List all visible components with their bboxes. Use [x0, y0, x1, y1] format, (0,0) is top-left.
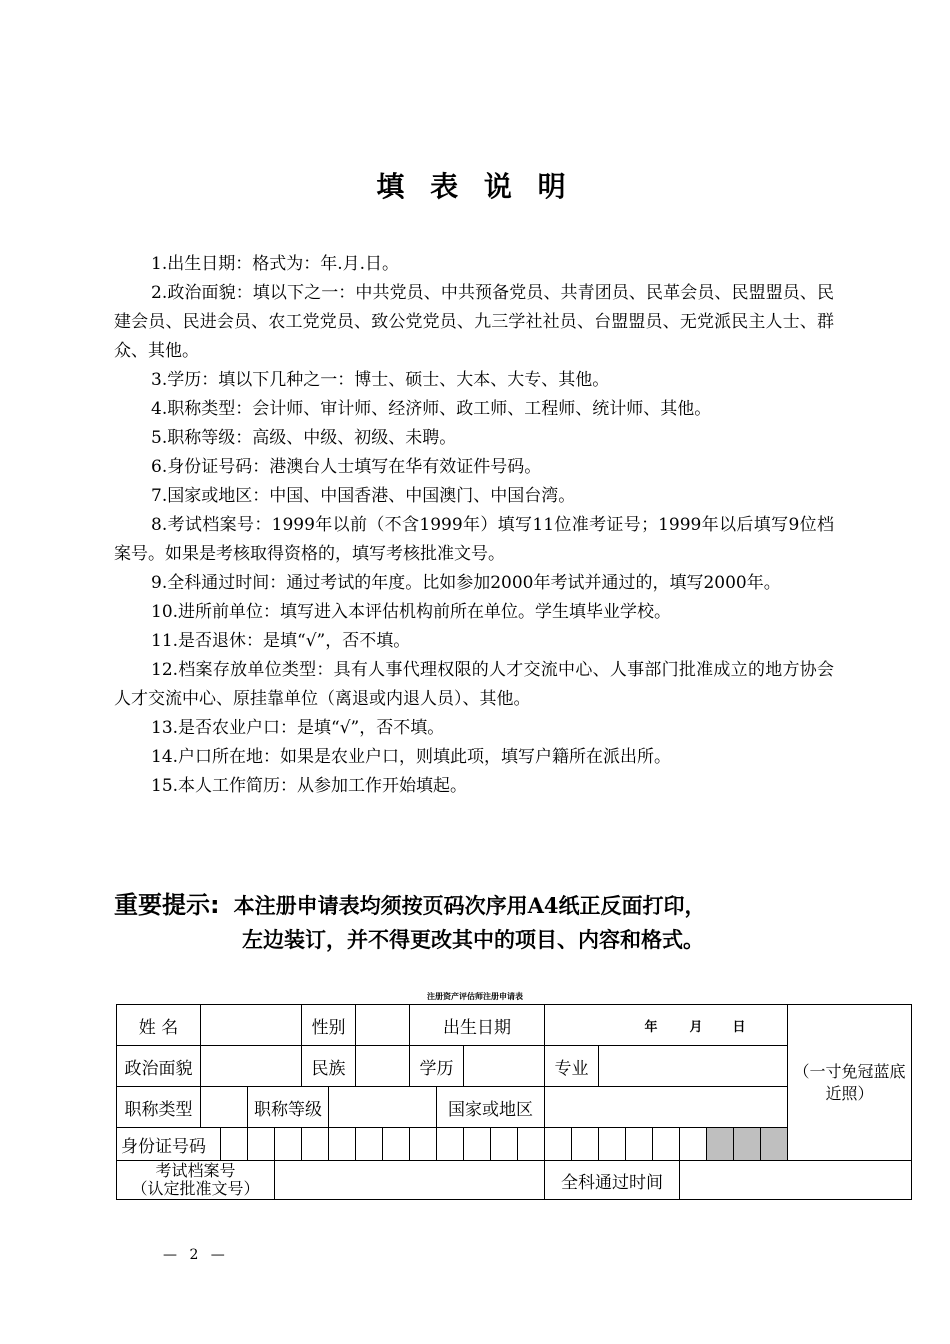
political-field[interactable]: [201, 1046, 302, 1087]
gender-label: 性别: [302, 1005, 356, 1046]
id-digit-box[interactable]: [599, 1128, 626, 1161]
name-label: 姓 名: [117, 1005, 201, 1046]
id-digit-box[interactable]: [653, 1128, 680, 1161]
major-field[interactable]: [599, 1046, 788, 1087]
birth-date-label: 出生日期: [410, 1005, 545, 1046]
id-digit-box[interactable]: [491, 1128, 518, 1161]
instruction-item: 7.国家或地区：中国、中国香港、中国澳门、中国台湾。: [151, 486, 576, 506]
instruction-item: 12.档案存放单位类型：具有人事代理权限的人才交流中心、人事部门批准成立的地方协会人才交流中心、原挂靠单位（离退或内退人员）、其他。: [114, 660, 834, 709]
instruction-item: 1.出生日期：格式为：年.月.日。: [151, 254, 400, 274]
notice-line1: 本注册申请表均须按页码次序用A4纸正反面打印，: [233, 893, 706, 918]
id-digit-box[interactable]: [545, 1128, 572, 1161]
instruction-item: 13.是否农业户口：是填“√”，否不填。: [151, 718, 445, 738]
id-digit-box[interactable]: [572, 1128, 599, 1161]
year-label: 年: [644, 1019, 658, 1035]
id-digit-box[interactable]: [626, 1128, 653, 1161]
title-type-label: 职称类型: [117, 1087, 201, 1128]
id-digit-box[interactable]: [329, 1128, 356, 1161]
page-number: — 2 —: [163, 1247, 229, 1263]
pass-time-field[interactable]: [680, 1161, 912, 1200]
country-field[interactable]: [545, 1087, 788, 1128]
gender-field[interactable]: [356, 1005, 410, 1046]
page-title: 填 表 说 明: [376, 170, 574, 203]
instruction-item: 11.是否退休：是填“√”，否不填。: [151, 631, 411, 651]
name-field[interactable]: [201, 1005, 302, 1046]
month-label: 月: [689, 1019, 703, 1035]
id-digit-box[interactable]: [518, 1128, 545, 1161]
education-label: 学历: [410, 1046, 464, 1087]
title-level-label: 职称等级: [248, 1087, 329, 1128]
birth-date-field[interactable]: [545, 1005, 788, 1046]
instruction-item: 14.户口所在地：如果是农业户口，则填此项，填写户籍所在派出所。: [151, 747, 672, 767]
important-notice: [114, 885, 844, 954]
id-digit-box-shaded[interactable]: [707, 1128, 734, 1161]
id-digit-box[interactable]: [275, 1128, 302, 1161]
ethnicity-label: 民族: [302, 1046, 356, 1087]
instruction-item: 15.本人工作简历：从参加工作开始填起。: [151, 776, 468, 796]
exam-no-field[interactable]: [275, 1161, 545, 1200]
id-digit-box[interactable]: [356, 1128, 383, 1161]
id-digit-box[interactable]: [410, 1128, 437, 1161]
id-digit-box-shaded[interactable]: [761, 1128, 788, 1161]
instruction-item: 4.职称类型：会计师、审计师、经济师、政工师、工程师、统计师、其他。: [151, 399, 712, 419]
id-number-label: 身份证号码: [117, 1128, 221, 1161]
exam-no-label: [117, 1161, 275, 1200]
exam-no-title: 考试档案号: [155, 1161, 236, 1180]
notice-line2: 左边装订，并不得更改其中的项目、内容和格式。: [242, 927, 704, 952]
instruction-item: 3.学历：填以下几种之一：博士、硕士、大本、大专、其他。: [151, 370, 610, 390]
instruction-item: 10.进所前单位：填写进入本评估机构前所在单位。学生填毕业学校。: [151, 602, 672, 622]
id-digit-box[interactable]: [383, 1128, 410, 1161]
photo-box[interactable]: [788, 1005, 912, 1161]
pass-time-label: 全科通过时间: [545, 1161, 680, 1200]
instruction-item: 9.全科通过时间：通过考试的年度。比如参加2000年考试并通过的，填写2000年。: [151, 573, 781, 593]
major-label: 专业: [545, 1046, 599, 1087]
title-level-field[interactable]: [329, 1087, 437, 1128]
instruction-item: 6.身份证号码：港澳台人士填写在华有效证件号码。: [151, 457, 542, 477]
country-label: 国家或地区: [437, 1087, 545, 1128]
id-digit-box[interactable]: [302, 1128, 329, 1161]
id-digit-box-shaded[interactable]: [734, 1128, 761, 1161]
instructions-list: [114, 250, 834, 801]
notice-label: 重要提示:: [114, 891, 220, 919]
instruction-item: 8.考试档案号：1999年以前（不含1999年）填写11位准考证号；1999年以后填写9位档案号。如果是考核取得资格的，填写考核批准文号。: [114, 515, 834, 564]
political-label: 政治面貌: [117, 1046, 201, 1087]
id-digit-box[interactable]: [437, 1128, 464, 1161]
id-digit-box[interactable]: [464, 1128, 491, 1161]
form-caption: 注册资产评估师注册申请表: [427, 992, 523, 1001]
ethnicity-field[interactable]: [356, 1046, 410, 1087]
id-digit-box[interactable]: [248, 1128, 275, 1161]
registration-form-table: [116, 1004, 912, 1200]
day-label: 日: [732, 1019, 746, 1035]
id-digit-box[interactable]: [680, 1128, 707, 1161]
education-field[interactable]: [464, 1046, 545, 1087]
exam-no-subtitle: （认定批准文号）: [131, 1179, 260, 1198]
instruction-item: 5.职称等级：高级、中级、初级、未聘。: [151, 428, 457, 448]
id-digit-box[interactable]: [221, 1128, 248, 1161]
photo-hint: （一寸免冠蓝底近照）: [793, 1061, 906, 1103]
instruction-item: 2.政治面貌：填以下之一：中共党员、中共预备党员、共青团员、民革会员、民盟盟员、民建会员、民进会员、农工党党员、致公党党员、九三学社社员、台盟盟员、无党派民主人士、群众、其他。: [114, 283, 834, 361]
title-type-field[interactable]: [201, 1087, 248, 1128]
